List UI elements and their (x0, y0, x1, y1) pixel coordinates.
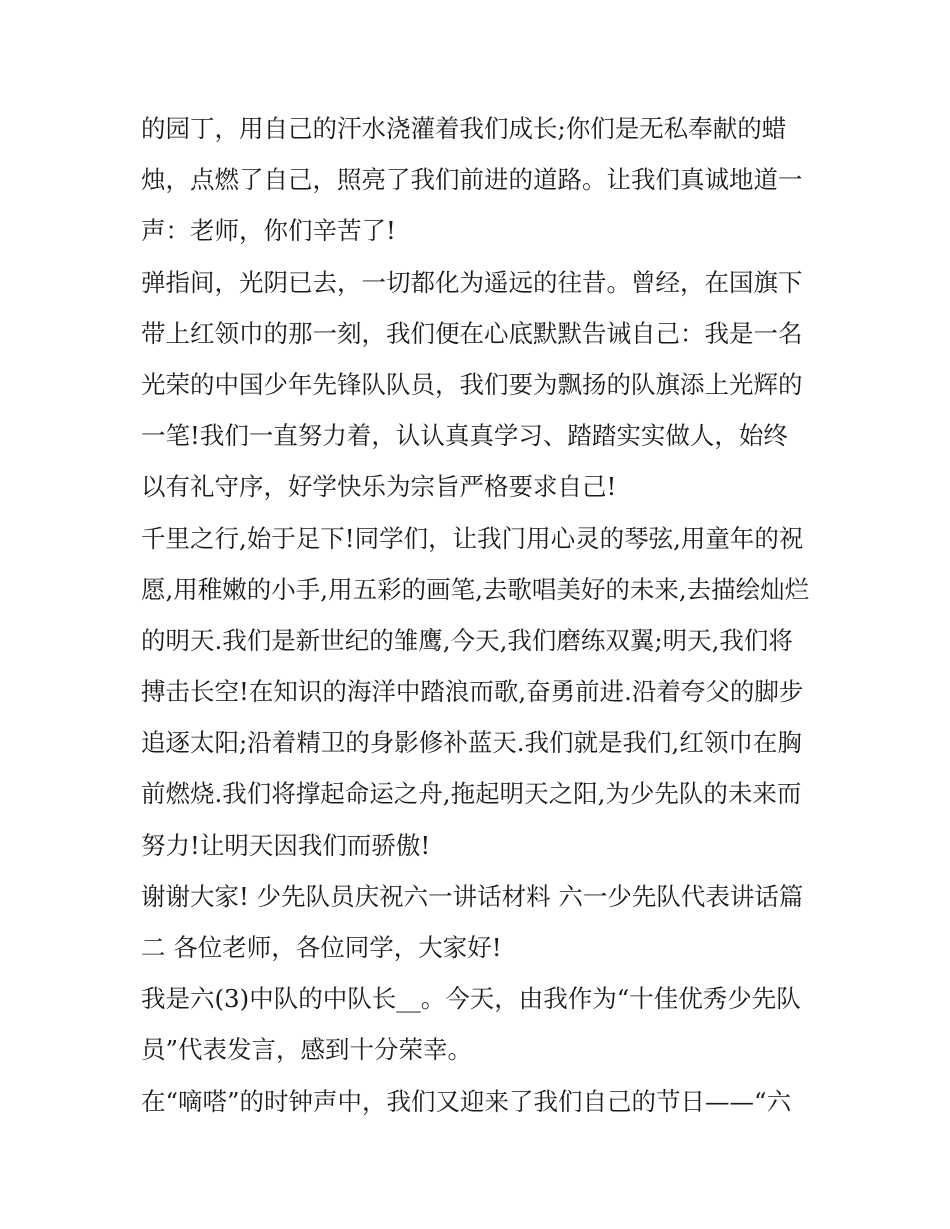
text-line: 搏击长空!在知识的海洋中踏浪而歌,奋勇前进.沿着夸父的脚步 (141, 677, 804, 707)
text-line: 以有礼守序，好学快乐为宗旨严格要求自己! (141, 472, 617, 502)
text-line: 光荣的中国少年先锋队队员，我们要为飘扬的队旗添上光辉的 (141, 369, 803, 399)
text-line: 二 各位老师，各位同学，大家好! (141, 933, 502, 962)
text-line: 愿,用稚嫩的小手,用五彩的画笔,去歌唱美好的未来,去描绘灿烂 (141, 574, 810, 604)
text-line: 追逐太阳;沿着精卫的身影修补蓝天.我们就是我们,红领巾在胸 (141, 728, 802, 758)
text-line: 员”代表发言，感到十分荣幸。 (141, 1035, 473, 1065)
text-line: 前燃烧.我们将撑起命运之舟,拖起明天之阳,为少先队的未来而 (141, 779, 802, 809)
text-line: 烛，点燃了自己，照亮了我们前进的道路。让我们真诚地道一 (141, 165, 803, 195)
text-line: 带上红领巾的那一刻，我们便在心底默默告诫自己：我是一名 (141, 318, 803, 348)
text-line: 在“嘀嗒”的时钟声中，我们又迎来了我们自己的节日——“六 (141, 1086, 792, 1116)
text-line: 我是六(3)中队的中队长__。今天，由我作为“十佳优秀少先队 (141, 984, 801, 1014)
text-line: 弹指间，光阴已去，一切都化为遥远的往昔。曾经，在国旗下 (141, 267, 803, 297)
text-line: 努力!让明天因我们而骄傲! (141, 830, 431, 860)
text-line: 声：老师，你们辛苦了! (141, 216, 396, 246)
text-line: 的明天.我们是新世纪的雏鹰,今天,我们磨练双翼;明天,我们将 (141, 625, 793, 655)
text-line: 一笔!我们一直努力着，认认真真学习、踏踏实实做人，始终 (141, 421, 788, 451)
text-line: 千里之行,始于足下!同学们，让我门用心灵的琴弦,用童年的祝 (141, 523, 804, 553)
text-line: 的园丁，用自己的汗水浇灌着我们成长;你们是无私奉献的蜡 (141, 114, 787, 143)
document-body (141, 103, 821, 1127)
text-line: 谢谢大家! 少先队员庆祝六一讲话材料 六一少先队代表讲话篇 (141, 881, 804, 911)
